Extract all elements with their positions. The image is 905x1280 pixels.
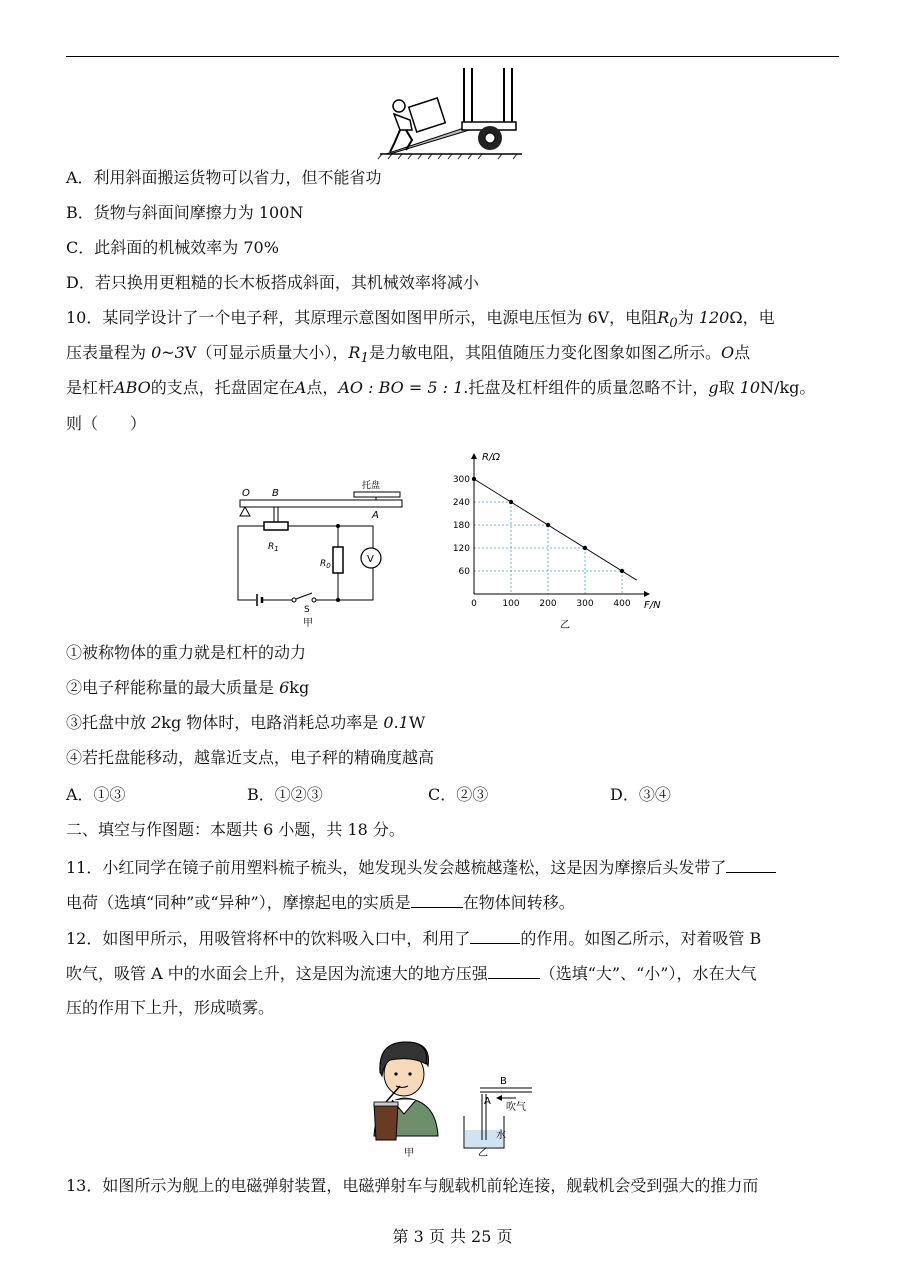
label-a: A: [372, 510, 379, 521]
chart-x-label: F/N: [644, 600, 661, 611]
q12-line-1: 12．如图甲所示，用吸管将杯中的饮料吸入口中，利用了 的作用。如图乙所示，对着吸管 B: [66, 929, 762, 948]
label-blow: 吹气: [506, 1102, 526, 1113]
q9-option-c: C．此斜面的机械效率为 70%: [66, 238, 279, 257]
circuit-diagram: [228, 470, 418, 630]
chart-x-tick-0: 0: [471, 599, 477, 609]
q10-statement-3: ③托盘中放 2kg 物体时，电路消耗总功率是 0.1W: [66, 713, 426, 732]
chart-y-tick-2: 180: [452, 521, 470, 531]
q11-line-2: 电荷（选填“同种”或“异种”），摩擦起电的实质是 在物体间转移。: [66, 893, 575, 912]
chart-point-3: [583, 546, 587, 550]
chart-y-tick-0: 60: [458, 567, 470, 577]
q11-blank-2: [411, 891, 463, 908]
chart-x-tick-1: 100: [502, 599, 520, 609]
q12-blank-1: [470, 927, 520, 944]
q13-line-1: 13．如图所示为舰上的电磁弹射装置，电磁弹射车与舰载机前轮连接，舰载机会受到强大的推力而: [66, 1176, 759, 1195]
caption-jia: 甲: [303, 618, 313, 629]
chart-x-tick-2: 200: [539, 599, 557, 609]
label-o: O: [242, 488, 250, 499]
label-tray: 托盘: [362, 481, 381, 491]
q10-option-c: C．②③: [428, 785, 489, 804]
label-r0: $R_0$: [320, 559, 331, 570]
chart-point-4: [620, 569, 624, 573]
chart-x-arrow: [644, 591, 650, 597]
q12-line-3: 压的作用下上升，形成喷雾。: [66, 998, 275, 1017]
q12-blank-2: [488, 962, 540, 979]
section-2-heading: 二、填空与作图题：本题共 6 小题，共 18 分。: [66, 820, 405, 839]
q10-statement-1: ①被称物体的重力就是杠杆的动力: [66, 643, 307, 662]
chart-point-1: [509, 500, 513, 504]
header-rule: [66, 56, 839, 57]
q9-option-a: A．利用斜面搬运货物可以省力，但不能省功: [66, 168, 382, 187]
label-a-tube: A: [484, 1096, 491, 1107]
voltmeter-v: V: [367, 554, 374, 565]
caption-jia-2: 甲: [404, 1148, 414, 1159]
q10-statement-2: ②电子秤能称量的最大质量是 6kg: [66, 678, 310, 697]
chart-x-tick-3: 300: [576, 599, 594, 609]
q10-option-d: D．③④: [610, 785, 671, 804]
q10-line-1: 10．某同学设计了一个电子秤，其原理示意图如图甲所示，电源电压恒为 6V，电阻$R_0$为 120Ω，电: [66, 308, 775, 332]
page-footer: 第 3 页 共 25 页: [392, 1227, 513, 1246]
label-water: 水: [496, 1130, 506, 1141]
chart-y-tick-1: 120: [452, 544, 470, 554]
chart-point-0: [472, 477, 476, 481]
q10-line-4: 则（ ）: [66, 414, 147, 433]
label-b: B: [272, 488, 279, 499]
q10-line-3: 是杠杆ABO的支点，托盘固定在A点，AO : BO = 5 : 1.托盘及杠杆组件的质量忽略不计，g取 10N/kg。: [66, 378, 816, 397]
label-b-tube: B: [500, 1076, 507, 1087]
q9-option-b: B．货物与斜面间摩擦力为 100N: [66, 203, 304, 222]
chart-x-tick-4: 400: [613, 599, 631, 609]
chart-y-tick-3: 240: [452, 498, 470, 508]
label-s: S: [304, 605, 310, 615]
q11-line-1: 11．小红同学在镜子前用塑料梳子梳头，她发现头发会越梳越蓬松，这是因为摩擦后头发带了: [66, 856, 776, 879]
chart-y-tick-4: 300: [452, 475, 470, 485]
label-r1: $R_1$: [268, 542, 279, 553]
q10-option-a: A．①③: [66, 785, 126, 804]
chart-series-line: [474, 479, 637, 580]
chart-y-arrow: [471, 453, 477, 459]
q11-blank-1: [726, 856, 776, 873]
q10-option-b: B．①②③: [247, 785, 323, 804]
chart-caption: 乙: [560, 620, 570, 631]
q10-statement-4: ④若托盘能移动，越靠近支点，电子秤的精确度越高: [66, 748, 435, 767]
q12-figure: [366, 1036, 546, 1160]
resistance-force-chart: [448, 444, 678, 634]
q9-option-d: D．若只换用更粗糙的长木板搭成斜面，其机械效率将减小: [66, 273, 479, 292]
ramp-truck-figure: [372, 64, 532, 160]
q12-line-2: 吹气，吸管 A 中的水面会上升，这是因为流速大的地方压强 （选填“大”、“小”），水在大气: [66, 964, 757, 983]
q10-line-2: 压表量程为 0~3V（可显示质量大小），$R_1$是力敏电阻，其阻值随压力变化图象如图乙所示。O点: [66, 343, 751, 367]
caption-yi-2: 乙: [478, 1148, 488, 1159]
chart-y-label: R/Ω: [482, 452, 500, 463]
chart-point-2: [546, 523, 550, 527]
